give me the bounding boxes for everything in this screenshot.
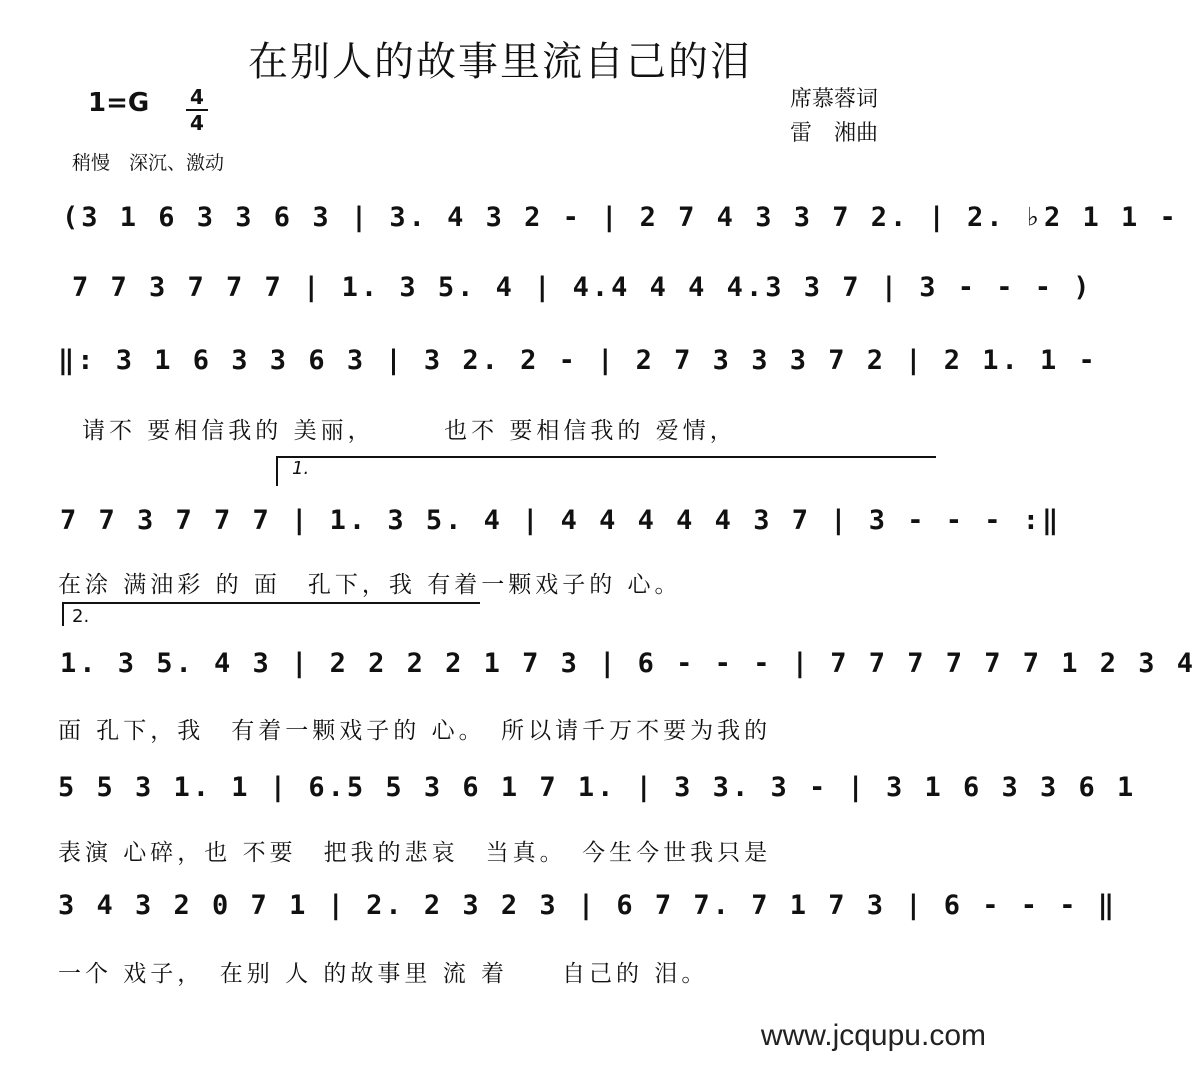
lyric-row-5: 面 孔下，我 有着一颗戏子的 心。 所以请千万不要为我的 <box>58 718 772 744</box>
lyric-row-3: 请不 要相信我的 美丽， 也不 要相信我的 爱情， <box>82 418 737 444</box>
lyricist-credit: 席慕蓉词 <box>790 87 879 112</box>
notation-row-6: 5 5 3 1. 1 | 6.5 5 3 6 1 7 1. | 3 3. 3 - | 3 1 6 3 3 6 1 <box>58 772 1137 803</box>
time-signature-bottom: 4 <box>190 111 204 135</box>
watermark: www.jcqupu.com <box>760 1019 986 1052</box>
time-signature-top: 4 <box>190 85 204 109</box>
notation-row-4: 7 7 3 7 7 7 | 1. 3 5. 4 | 4 4 4 4 4 3 7 | 3 - - - :‖ <box>60 505 1062 536</box>
volta-2-bracket-left <box>62 602 64 626</box>
notation-row-7: 3 4 3 2 0 7 1 | 2. 2 3 2 3 | 6 7 7. 7 1 7 3 | 6 - - - ‖ <box>58 890 1118 921</box>
time-signature <box>182 86 212 134</box>
lyric-row-4: 在涂 满油彩 的 面 孔下，我 有着一颗戏子的 心。 <box>58 572 682 598</box>
volta-2-bracket <box>62 602 480 604</box>
song-title: 在别人的故事里流自己的泪 <box>248 39 752 85</box>
volta-1-label: 1. <box>292 458 310 479</box>
volta-1-bracket <box>276 456 936 458</box>
volta-1-bracket-left <box>276 456 278 486</box>
key-signature: 1=G <box>88 88 150 118</box>
notation-row-3: ‖: 3 1 6 3 3 6 3 | 3 2. 2 - | 2 7 3 3 3 7 2 | 2 1. 1 - <box>58 345 1098 376</box>
notation-row-5: 1. 3 5. 4 3 | 2 2 2 2 1 7 3 | 6 - - - | 7 7 7 7 7 7 1 2 3 4 <box>60 648 1196 679</box>
composer-credit: 雷 湘曲 <box>790 121 879 146</box>
volta-2-label: 2. <box>72 606 90 627</box>
notation-row-1: (3 1 6 3 3 6 3 | 3. 4 3 2 - | 2 7 4 3 3 7 2. | 2. ♭2 1 1 - <box>62 202 1179 233</box>
notation-row-2: 7 7 3 7 7 7 | 1. 3 5. 4 | 4.4 4 4 4.3 3 7 | 3 - - - ) <box>72 272 1093 303</box>
tempo-marking: 稍慢 深沉、激动 <box>72 152 225 174</box>
lyric-row-6: 表演 心碎，也 不要 把我的悲哀 当真。 今生今世我只是 <box>58 840 772 866</box>
lyric-row-7: 一个 戏子， 在别 人 的故事里 流 着 自己的 泪。 <box>58 961 709 987</box>
